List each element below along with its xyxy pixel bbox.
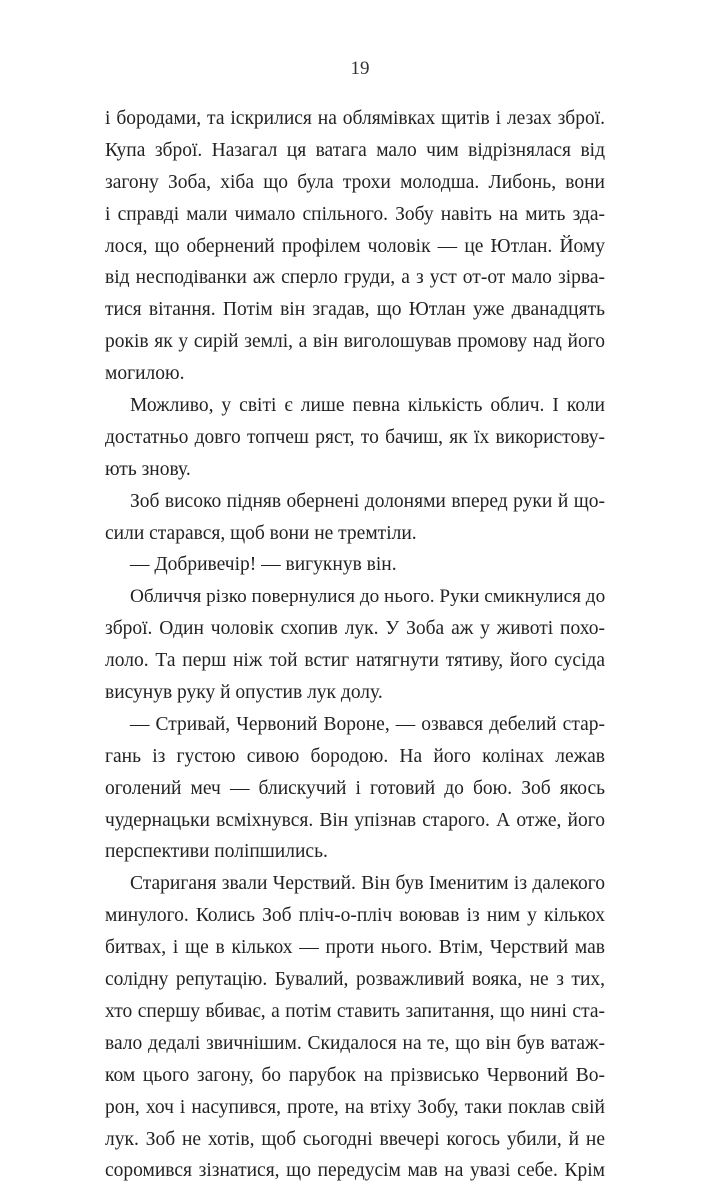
text-line: Зоб високо підняв обернені долонями вперед руки й що- — [130, 490, 605, 512]
text-line: лук. Зоб не хотів, щоб сьогодні ввечері когось убили, й не — [105, 1128, 605, 1150]
text-line: і справді мали чимало спільного. Зобу навіть на мить зда- — [105, 203, 605, 225]
text-line: років як у сирій землі, а він виголошував промову над його — [105, 331, 605, 353]
text-line: могилою. — [105, 363, 185, 385]
text-line: рон, хоч і насупився, проте, на втіху Зобу, таки поклав свій — [105, 1096, 605, 1118]
body-text — [105, 103, 605, 1187]
text-line: достатньо довго топчеш ряст, то бачиш, як їх використову- — [105, 426, 605, 448]
text-line: лоло. Та перш ніж той встиг натягнути тятиву, його сусіда — [105, 650, 605, 672]
text-line: оголений меч — блискучий і готовий до бою. Зоб якось — [105, 777, 605, 799]
text-line: чудернацьки всміхнувся. Він упізнав старого. А отже, його — [105, 809, 605, 831]
text-line: лося, що обернений профілем чоловік — це Ютлан. Йому — [105, 235, 605, 257]
text-line: — Стривай, Червоний Вороне, — озвався дебелий стар- — [130, 713, 605, 735]
text-line: Обличчя різко повернулися до нього. Руки смикнулися до — [130, 586, 606, 608]
text-line: Можливо, у світі є лише певна кількість облич. І коли — [130, 395, 605, 417]
text-line: тися вітання. Потім він згадав, що Ютлан уже дванадцять — [105, 299, 605, 321]
text-line: битвах, і ще в кількох — проти нього. Втім, Черствий мав — [105, 937, 605, 959]
text-line: зброї. Один чоловік схопив лук. У Зоба аж у животі похо- — [105, 618, 605, 640]
text-line: сили старався, щоб вони не тремтіли. — [105, 522, 417, 544]
text-line: хто спершу вбиває, а потім ставить запитання, що нині ста- — [105, 1000, 605, 1022]
text-line: вало дедалі звичнішим. Скидалося на те, що він був ватаж- — [105, 1032, 605, 1054]
text-line: минулого. Колись Зоб пліч-о-пліч воював із ним у кількох — [105, 905, 605, 927]
text-line: і бородами, та іскрилися на облямівках щитів і лезах зброї. — [105, 108, 605, 129]
text-line: ком цього загону, бо парубок на прізвисько Червоний Во- — [105, 1064, 605, 1086]
text-line: загону Зоба, хіба що була трохи молодша. Либонь, вони — [105, 171, 605, 193]
text-line: Купа зброї. Назагал ця ватага мало чим відрізнялася від — [105, 139, 605, 161]
text-line: гань із густою сивою бородою. На його колінах лежав — [105, 745, 605, 767]
text-line: солідну репутацію. Бувалий, розважливий вояка, не з тих, — [105, 969, 605, 991]
text-line: висунув руку й опустив лук долу. — [105, 682, 383, 704]
text-line: — Добривечір! — вигукнув він. — [130, 554, 397, 576]
text-line: ють знову. — [105, 458, 191, 480]
page-number: 19 — [350, 58, 370, 79]
text-line: перспективи поліпшились. — [105, 841, 328, 863]
text-line: Стариганя звали Черствий. Він був Іменитим із далекого — [130, 873, 605, 895]
text-line: від несподіванки аж сперло груди, а з уст от-от мало зірва- — [105, 267, 605, 289]
text-line: соромився зізнатися, що передусім мав на увазі себе. Крім — [105, 1160, 605, 1182]
